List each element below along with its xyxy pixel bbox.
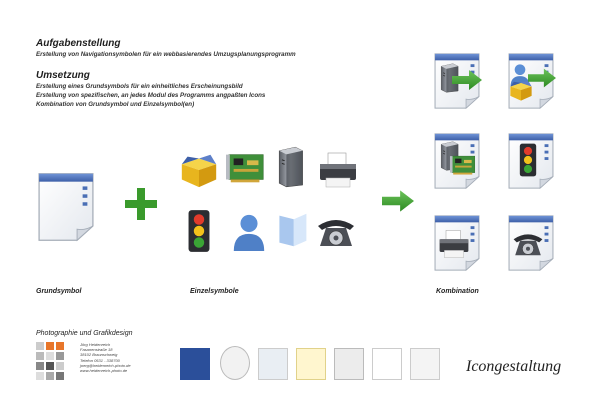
umsetzung-line-1: Erstellung eines Grundsymbols für ein einheitliches Erscheinungsbild [36,83,243,90]
circuit-board-icon [226,148,268,188]
thumbnail-3[interactable] [258,348,288,380]
brochure-icon [274,208,310,252]
umsetzung-line-3: Kombination von Grundsymbol und Einzelsymbol(en) [36,101,195,108]
thumbnail-7[interactable] [410,348,440,380]
thumbnail-6[interactable] [372,348,402,380]
thumbnail-5[interactable] [334,348,364,380]
traffic-light-icon [186,208,212,254]
combo-server-move [430,50,484,112]
studio-title: Photographie und Grafikdesign [36,330,133,337]
contact-phone: Telefon 0531 - 338700 [80,357,120,363]
heading-umsetzung: Umsetzung [36,70,90,81]
document-icon [34,169,98,245]
label-kombination: Kombination [436,288,479,295]
contact-block [80,342,131,373]
contact-email[interactable]: joerg@heidenreich-photo.de [80,362,131,368]
arrow-right-icon [382,190,414,212]
circuit-board-icon [450,152,478,178]
printer-icon [436,228,472,260]
combo-traffic-light [504,130,558,192]
thumbnail-4[interactable] [296,348,326,380]
arrow-right-icon [528,68,556,88]
traffic-light-icon [518,142,538,178]
thumbnail-2[interactable] [220,346,250,380]
subtitle-aufgabenstellung: Erstellung von Navigationsymbolen für ein webbasierendes Umzugsplanungsprogramm [36,51,296,58]
logo-grid [36,342,76,382]
server-icon [272,144,308,190]
project-title: Icongestaltung [466,358,562,375]
plus-icon [125,188,157,220]
thumbnail-1[interactable] [180,348,210,380]
combo-user-box-move [504,50,558,112]
telephone-icon [314,212,358,252]
printer-icon [316,150,360,190]
combo-server-board [430,130,484,192]
umsetzung-line-2: Erstellung von spezifischen, an jedes Modul des Programms angpaßten Icons [36,92,266,99]
contact-name: Jörg Heidenreich [80,342,111,347]
telephone-icon [510,228,546,260]
contact-street: Fasanenstraße 18 [80,347,113,353]
contact-city: 38102 Braunschweig [80,352,118,358]
heading-aufgabenstellung: Aufgabenstellung [36,38,121,49]
combo-printer [430,212,484,274]
arrow-right-icon [452,70,482,90]
box-icon [178,150,220,190]
combo-telephone [504,212,558,274]
label-grundsymbol: Grundsymbol [36,288,82,295]
label-einzelsymbole: Einzelsymbole [190,288,239,295]
contact-web[interactable]: www.heidenreich-photo.de [80,368,128,374]
user-icon [230,210,268,254]
